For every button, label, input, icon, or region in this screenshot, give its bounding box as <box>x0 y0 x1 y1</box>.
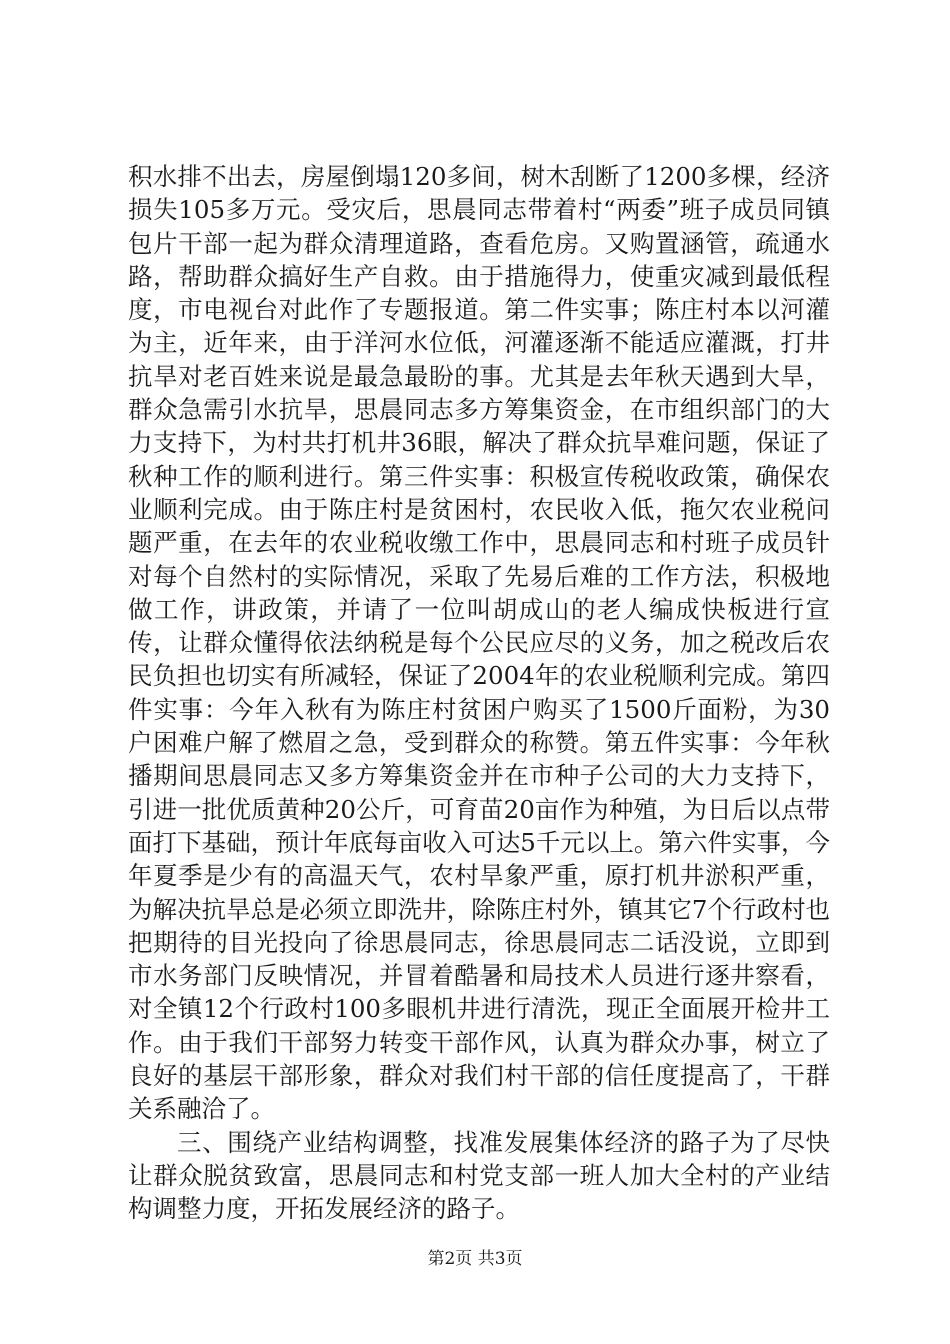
page-footer: 第2页 共3页 <box>427 1249 523 1269</box>
body-paragraph-2: 三、围绕产业结构调整，找准发展集体经济的路子为了尽快让群众脱贫致富，思晨同志和村党支部一班人加大全村的产业结构调整力度，开拓发展经济的路子。 <box>128 1127 830 1224</box>
body-paragraph-1: 积水排不出去，房屋倒塌120多间，树木刮断了1200多棵，经济损失105多万元。受灾后，思晨同志带着村“两委”班子成员同镇包片干部一起为群众清理道路，查看危房。又购置涵管，疏通水路，帮助群众搞好生产自救。由于措施得力，使重灾减到最低程度，市电视台对此作了专题报道。第二件实事；陈庄村本以河灌为主，近年来，由于洋河水位低，河灌逐渐不能适应灌溉，打井抗旱对老百姓来说是最急最盼的事。尤其是去年秋天遇到大旱，群众急需引水抗旱，思晨同志多方筹集资金，在市组织部门的大力支持下，为村共打机井36眼，解决了群众抗旱难问题，保证了秋种工作的顺利进行。第三件实事：积极宣传税收政策，确保农业顺利完成。由于陈庄村是贫困村，农民收入低，拖欠农业税问题严重，在去年的农业税收缴工作中，思晨同志和村班子成员针对每个自然村的实际情况，采取了先易后难的工作方法，积极地做工作，讲政策，并请了一位叫胡成山的老人编成快板进行宣传，让群众懂得依法纳税是每个公民应尽的义务，加之税改后农民负担也切实有所减轻，保证了2004年的农业税顺利完成。第四件实事：今年入秋有为陈庄村贫困户购买了1500斤面粉，为30户困难户解了燃眉之急，受到群众的称赞。第五件实事：今年秋播期间思晨同志又多方筹集资金并在市种子公司的大力支持下，引进一批优质黄种20公斤，可育苗20亩作为种殖，为日后以点带面打下基础，预计年底每亩收入可达5千元以上。第六件实事，今年夏季是少有的高温天气，农村旱象严重，原打机井淤积严重，为解决抗旱总是必须立即洗井，除陈庄村外，镇其它7个行政村也把期待的目光投向了徐思晨同志，徐思晨同志二话没说，立即到市水务部门反映情况，并冒着酷暑和局技术人员进行逐井察看，对全镇12个行政村100多眼机井进行清洗，现正全面展开检井工作。由于我们干部努力转变干部作风，认真为群众办事，树立了良好的基层干部形象，群众对我们村干部的信任度提高了，干群关系融洽了。 <box>128 162 830 1124</box>
document-body <box>128 160 830 1226</box>
